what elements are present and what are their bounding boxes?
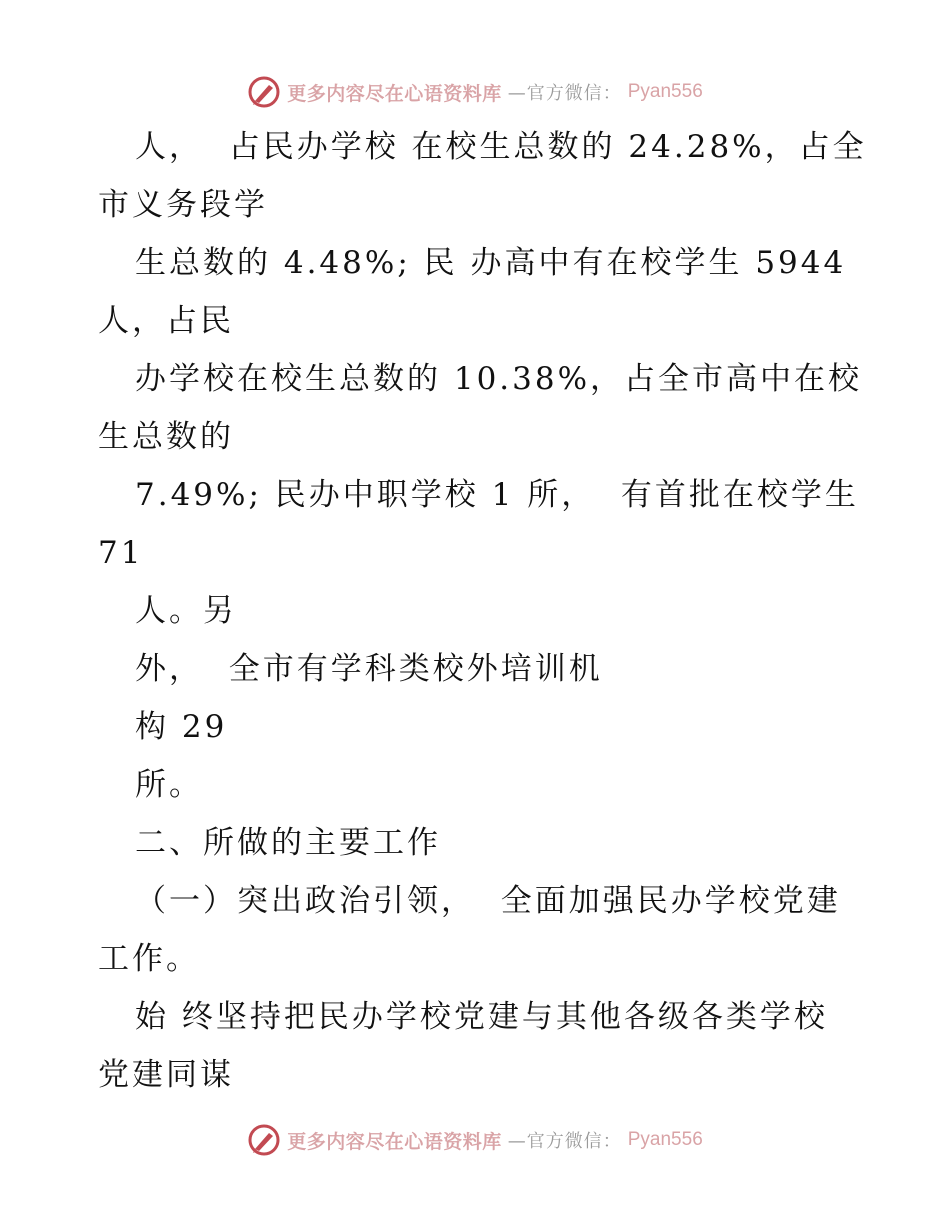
text-line: 党建同谋 — [98, 1057, 234, 1093]
text-line: 人， 占民办学校 在校生总数的 24.28%，占全 — [135, 129, 867, 165]
text-line: 构 29 — [135, 709, 228, 745]
text-line: 工作。 — [98, 941, 200, 977]
watermark-wechat-id: Pyan556 — [627, 1129, 703, 1150]
text-line: 生总数的 — [98, 419, 234, 455]
watermark-brand-text: 更多内容尽在心语资料库 — [287, 82, 502, 105]
section-heading: 二、所做的主要工作 — [135, 825, 441, 861]
text-line: 人，占民 — [98, 303, 234, 339]
pen-logo-icon — [247, 75, 281, 109]
text-line: 始 终坚持把民办学校党建与其他各级各类学校 — [135, 999, 828, 1035]
text-line: 生总数的 4.48%; 民 办高中有在校学生 5944 — [135, 245, 847, 281]
document-body — [98, 118, 867, 1104]
text-line: 市义务段学 — [98, 187, 268, 223]
subsection-heading: （一）突出政治引领， 全面加强民办学校党建 — [135, 883, 841, 919]
text-line: 人。另 — [135, 593, 237, 629]
watermark-official-text: —官方微信： — [507, 83, 622, 104]
watermark-header — [0, 72, 950, 112]
watermark-footer — [0, 1120, 950, 1160]
text-line: 7.49%; 民办中职学校 1 所， 有首批在校学生 — [135, 477, 859, 513]
text-line: 外， 全市有学科类校外培训机 — [135, 651, 603, 687]
watermark-official-text: —官方微信： — [507, 1131, 622, 1152]
text-line: 所。 — [135, 767, 203, 803]
watermark-brand-text: 更多内容尽在心语资料库 — [287, 1130, 502, 1153]
text-line: 办学校在校生总数的 10.38%，占全市高中在校 — [135, 361, 863, 397]
text-line: 71 — [98, 535, 144, 571]
pen-logo-icon — [247, 1123, 281, 1157]
watermark-wechat-id: Pyan556 — [627, 81, 703, 102]
